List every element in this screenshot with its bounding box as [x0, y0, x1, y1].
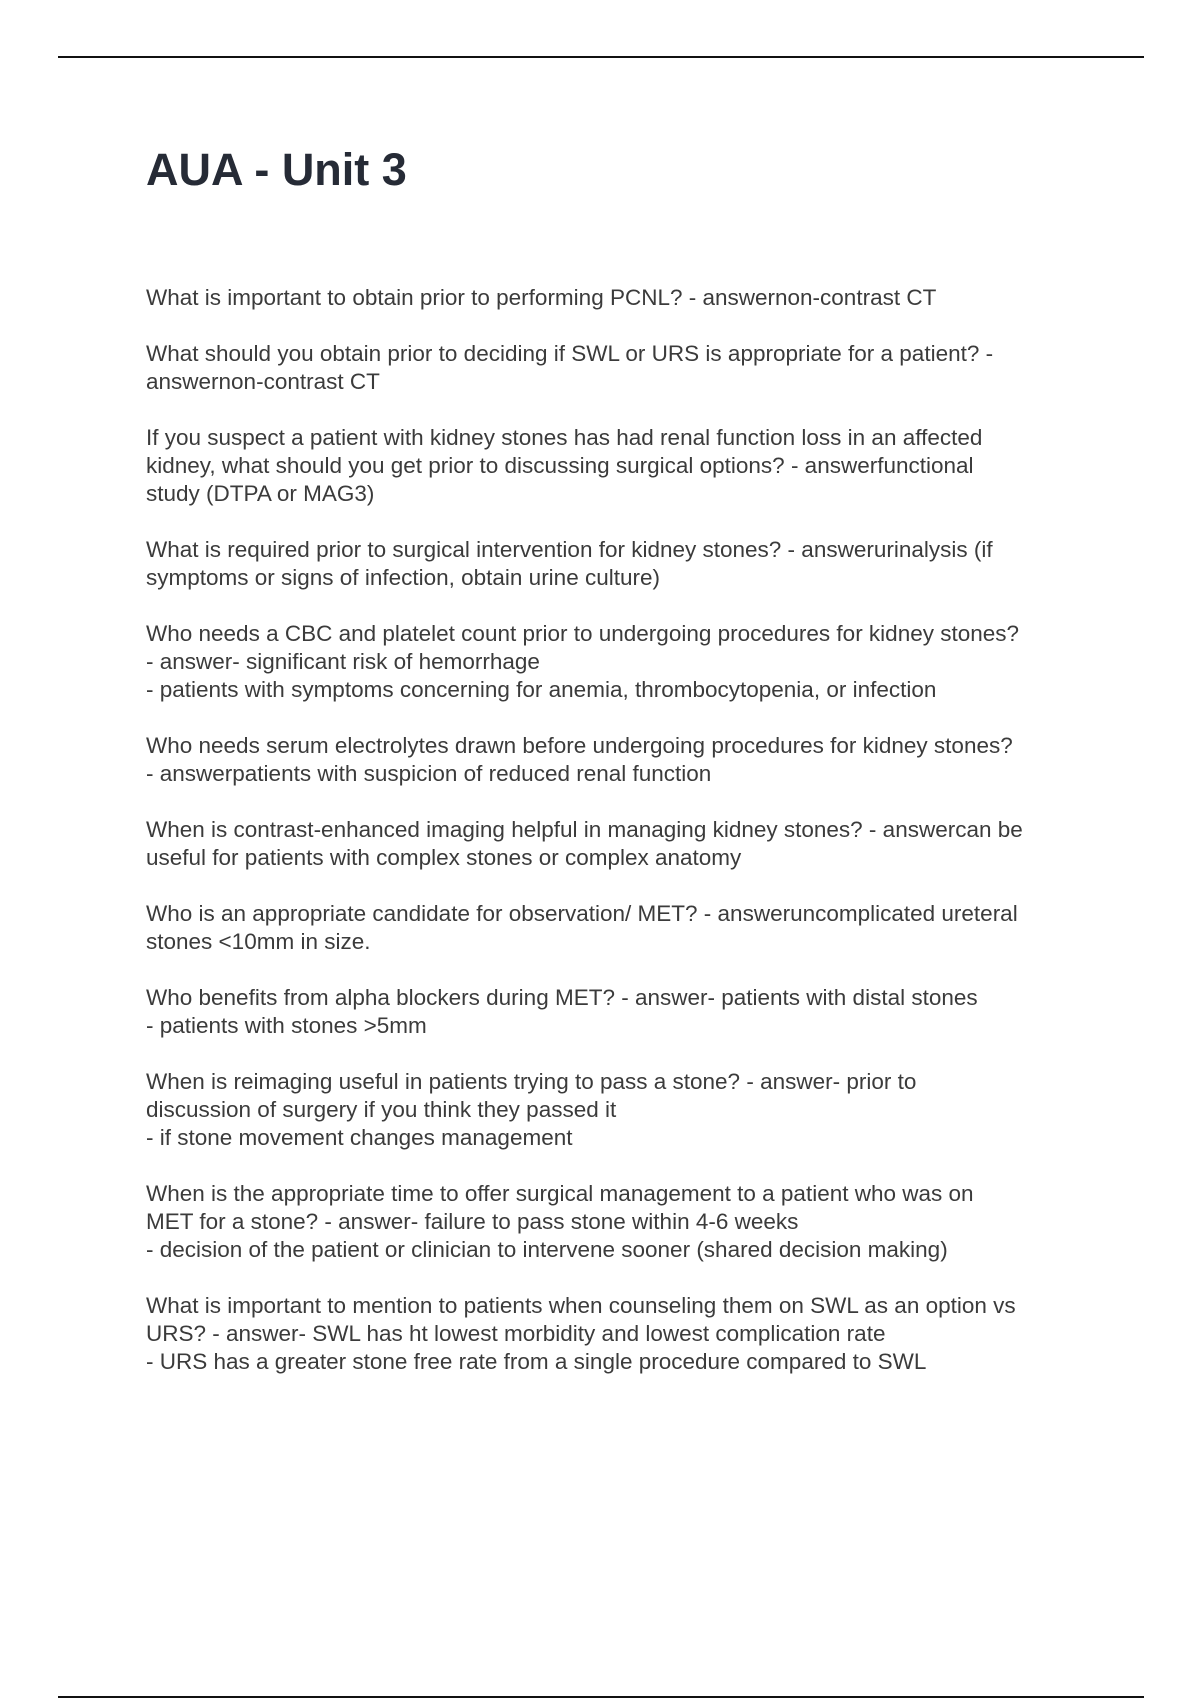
- qa-list: [146, 284, 1096, 1404]
- qa-line: What is important to mention to patients when counseling them on SWL as an option vs: [146, 1293, 1016, 1318]
- qa-line: - decision of the patient or clinician to intervene sooner (shared decision making): [146, 1237, 948, 1262]
- qa-line: symptoms or signs of infection, obtain urine culture): [146, 565, 660, 590]
- qa-line: useful for patients with complex stones or complex anatomy: [146, 845, 742, 870]
- qa-line: - patients with stones >5mm: [146, 1013, 427, 1038]
- qa-line: - answerpatients with suspicion of reduced renal function: [146, 761, 712, 786]
- qa-line: When is reimaging useful in patients trying to pass a stone? - answer- prior to: [146, 1069, 917, 1094]
- qa-line: Who benefits from alpha blockers during MET? - answer- patients with distal stones: [146, 985, 978, 1010]
- qa-line: Who needs serum electrolytes drawn before undergoing procedures for kidney stones?: [146, 733, 1013, 758]
- qa-line: If you suspect a patient with kidney stones has had renal function loss in an affected: [146, 425, 983, 450]
- page-title: AUA - Unit 3: [146, 144, 407, 195]
- qa-item: [146, 284, 1096, 312]
- qa-line: stones <10mm in size.: [146, 929, 371, 954]
- qa-item: [146, 816, 1096, 872]
- qa-item: [146, 1068, 1096, 1152]
- qa-item: [146, 536, 1096, 592]
- qa-item: [146, 340, 1096, 396]
- qa-item: [146, 424, 1096, 508]
- qa-item: [146, 1180, 1096, 1264]
- qa-item: [146, 620, 1096, 704]
- qa-line: What is required prior to surgical intervention for kidney stones? - answerurinalysis (if: [146, 537, 993, 562]
- qa-line: MET for a stone? - answer- failure to pass stone within 4-6 weeks: [146, 1209, 799, 1234]
- qa-line: - answer- significant risk of hemorrhage: [146, 649, 540, 674]
- qa-line: study (DTPA or MAG3): [146, 481, 375, 506]
- qa-line: When is the appropriate time to offer surgical management to a patient who was on: [146, 1181, 974, 1206]
- qa-line: Who needs a CBC and platelet count prior to undergoing procedures for kidney stones?: [146, 621, 1020, 646]
- qa-item: [146, 984, 1096, 1040]
- qa-line: URS? - answer- SWL has ht lowest morbidity and lowest complication rate: [146, 1321, 886, 1346]
- qa-line: What should you obtain prior to deciding if SWL or URS is appropriate for a patient? -: [146, 341, 994, 366]
- qa-item: [146, 900, 1096, 956]
- footer-divider: [58, 1696, 1144, 1698]
- qa-line: - if stone movement changes management: [146, 1125, 573, 1150]
- qa-line: kidney, what should you get prior to discussing surgical options? - answerfunctional: [146, 453, 974, 478]
- qa-item: [146, 1292, 1096, 1376]
- header-divider: [58, 56, 1144, 58]
- qa-line: What is important to obtain prior to performing PCNL? - answernon-contrast CT: [146, 285, 937, 310]
- qa-line: When is contrast-enhanced imaging helpful in managing kidney stones? - answercan be: [146, 817, 1023, 842]
- qa-line: Who is an appropriate candidate for observation/ MET? - answeruncomplicated ureteral: [146, 901, 1018, 926]
- qa-line: answernon-contrast CT: [146, 369, 380, 394]
- qa-line: discussion of surgery if you think they passed it: [146, 1097, 617, 1122]
- qa-line: - patients with symptoms concerning for anemia, thrombocytopenia, or infection: [146, 677, 937, 702]
- qa-item: [146, 732, 1096, 788]
- qa-line: - URS has a greater stone free rate from a single procedure compared to SWL: [146, 1349, 927, 1374]
